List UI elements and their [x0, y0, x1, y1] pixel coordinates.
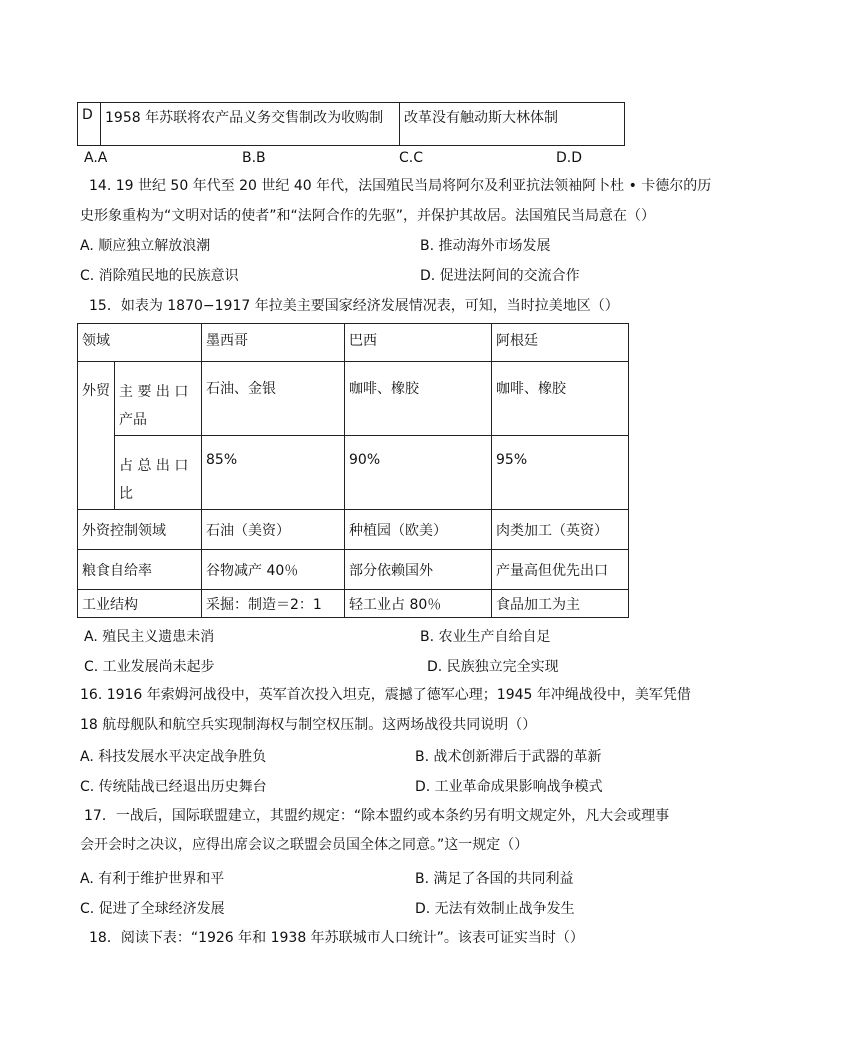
q15-brazil-exports: 咖啡、橡胶	[345, 362, 492, 436]
q15-header-argentina: 阿根廷	[492, 324, 629, 362]
q15-export-products-label: 主 要 出 口 产品	[115, 362, 202, 436]
q15-row-cell: 肉类加工（英资）	[492, 510, 629, 550]
q17-stem-line1: 17．一战后，国际联盟建立，其盟约规定：“除本盟约或本条约另有明文规定外，凡大会或理事	[84, 808, 670, 824]
q16-option-c: C. 传统陆战已经退出历史舞台	[80, 779, 267, 795]
q15-header-brazil: 巴西	[345, 324, 492, 362]
q15-row-label: 外资控制领域	[78, 510, 202, 550]
q17-stem-line2: 会开会时之决议，应得出席会议之联盟会员国全体之同意。”这一规定（）	[80, 837, 529, 853]
q13-option-d: D.D	[556, 150, 583, 166]
q15-row-cell: 轻工业占 80％	[345, 590, 492, 618]
q14-option-b: B. 推动海外市场发展	[420, 238, 551, 254]
q15-row-cell: 采掘：制造＝2：1	[202, 590, 345, 618]
q14-option-d: D. 促进法阿间的交流合作	[420, 268, 580, 284]
q17-option-a: A. 有利于维护世界和平	[80, 871, 225, 887]
q15-export-share-label: 占 总 出 口 比	[115, 436, 202, 510]
q15-argentina-share: 95%	[492, 436, 629, 510]
q14-option-c: C. 消除殖民地的民族意识	[80, 268, 239, 284]
q16-stem-line2: 18 航母舰队和航空兵实现制海权与制空权压制。这两场战役共同说明（）	[80, 717, 537, 733]
q15-option-b: B. 农业生产自给自足	[420, 629, 551, 645]
q15-row-cell: 种植园（欧美）	[345, 510, 492, 550]
q15-stem: 15．如表为 1870−1917 年拉美主要国家经济发展情况表，可知，当时拉美地区（）	[89, 298, 619, 314]
q15-row-label: 工业结构	[78, 590, 202, 618]
q13-row-comment: 改革没有触动斯大林体制	[400, 103, 625, 146]
q13-option-c: C.C	[399, 150, 424, 166]
q15-table	[77, 323, 629, 618]
q15-header-field: 领域	[78, 324, 202, 362]
q18-stem: 18．阅读下表：“1926 年和 1938 年苏联城市人口统计”。该表可证实当时（）	[89, 930, 584, 946]
q15-row-cell: 谷物减产 40％	[202, 550, 345, 590]
q14-stem-line1: 14. 19 世纪 50 年代至 20 世纪 40 年代，法国殖民当局将阿尔及利亚抗法领袖阿卜杜 • 卡德尔的历	[89, 178, 712, 194]
q15-row-cell: 产量高但优先出口	[492, 550, 629, 590]
q16-option-d: D. 工业革命成果影响战争模式	[415, 779, 603, 795]
q15-row-cell: 石油（美资）	[202, 510, 345, 550]
q15-row-label: 粮食自给率	[78, 550, 202, 590]
q15-row-cell: 食品加工为主	[492, 590, 629, 618]
q14-option-a: A. 顺应独立解放浪潮	[80, 238, 211, 254]
q17-option-b: B. 满足了各国的共同利益	[415, 871, 574, 887]
q16-option-b: B. 战术创新滞后于武器的革新	[415, 749, 602, 765]
q15-header-mexico: 墨西哥	[202, 324, 345, 362]
q16-option-a: A. 科技发展水平决定战争胜负	[80, 749, 267, 765]
q15-row-cell: 部分依赖国外	[345, 550, 492, 590]
q13-table-row-d	[77, 102, 625, 146]
q17-option-c: C. 促进了全球经济发展	[80, 901, 225, 917]
q17-option-d: D. 无法有效制止战争发生	[415, 901, 575, 917]
q15-option-d: D. 民族独立完全实现	[427, 659, 559, 675]
q15-trade-label: 外贸	[78, 362, 115, 510]
q15-option-c: C. 工业发展尚未起步	[84, 659, 215, 675]
q16-stem-line1: 16. 1916 年索姆河战役中，英军首次投入坦克，震撼了德军心理；1945 年冲绳战役中，美军凭借	[80, 687, 691, 703]
q13-row-label: D	[78, 103, 101, 146]
q13-row-event: 1958 年苏联将农产品义务交售制改为收购制	[101, 103, 400, 146]
q13-option-b: B.B	[242, 150, 266, 166]
q15-option-a: A. 殖民主义遗患未消	[84, 629, 215, 645]
q15-mexico-share: 85%	[202, 436, 345, 510]
q13-option-a: A.A	[84, 150, 108, 166]
q15-argentina-exports: 咖啡、橡胶	[492, 362, 629, 436]
q14-stem-line2: 史形象重构为“文明对话的使者”和“法阿合作的先驱”，并保护其故居。法国殖民当局意在（）	[80, 208, 656, 224]
q15-mexico-exports: 石油、金银	[202, 362, 345, 436]
q15-brazil-share: 90%	[345, 436, 492, 510]
